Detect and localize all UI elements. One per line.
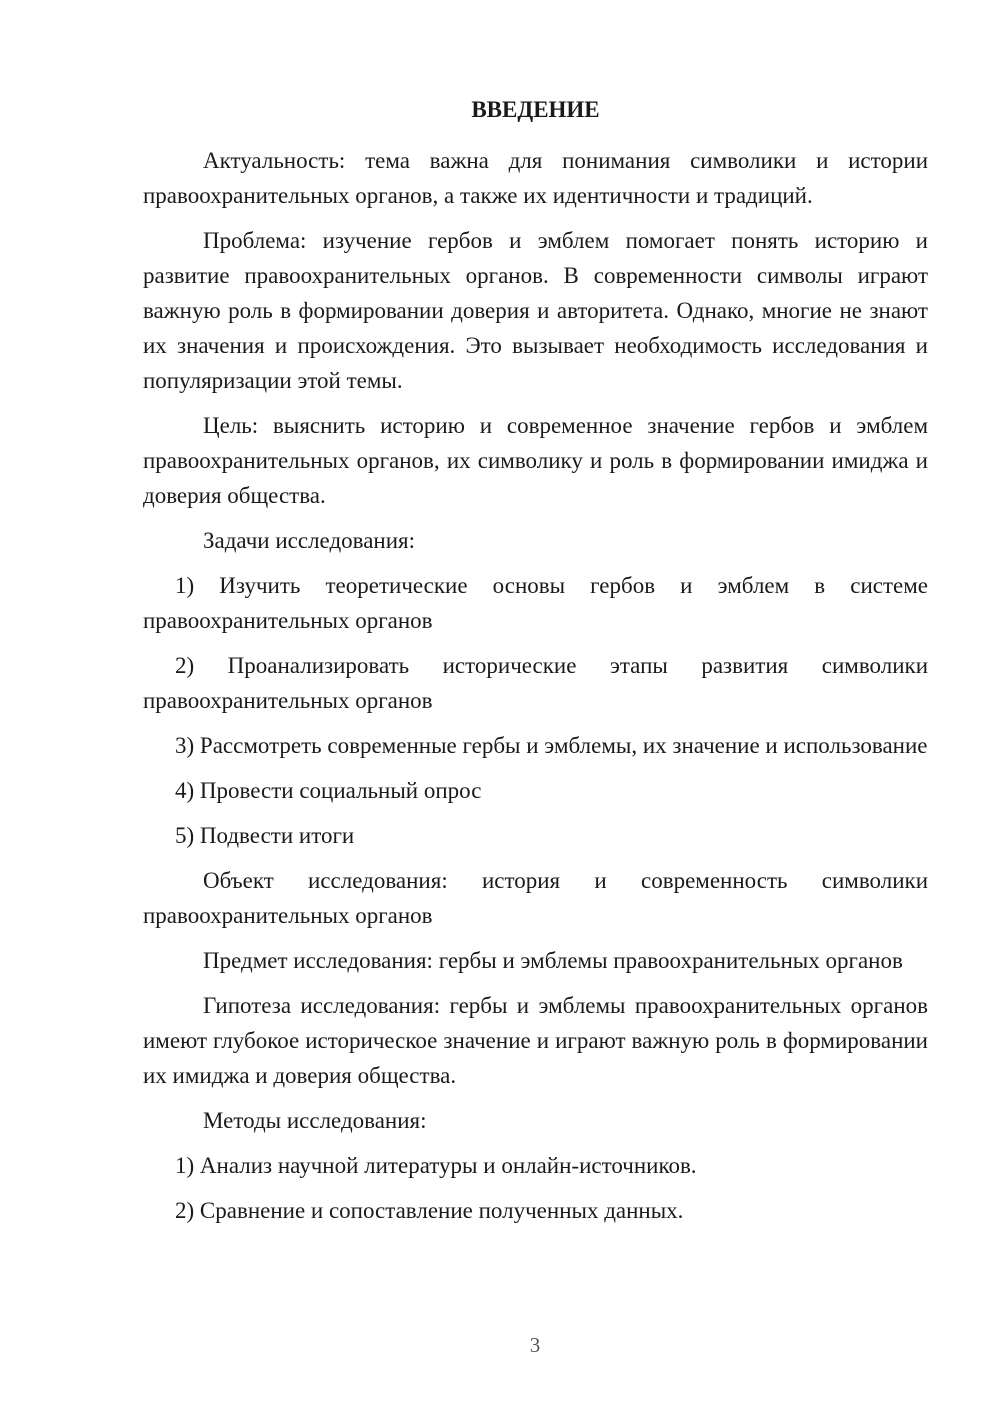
goal-paragraph: Цель: выяснить историю и современное значение гербов и эмблем правоохранительных органов, их символику и роль в формировании имиджа и доверия общества. xyxy=(143,413,928,508)
problem-paragraph: Проблема: изучение гербов и эмблем помогает понять историю и развитие правоохранительных органов. В современности символы играют важную роль в формировании доверия и авторитета. Однако, многие не знают их значения и происхождения. Это вызывает необходимость исследования и популяризации этой темы. xyxy=(143,228,928,393)
task-item: 1) Изучить теоретические основы гербов и эмблем в системе правоохранительных органов xyxy=(143,573,928,633)
hypothesis-paragraph: Гипотеза исследования: гербы и эмблемы правоохранительных органов имеют глубокое историческое значение и играют важную роль в формировании их имиджа и доверия общества. xyxy=(143,993,928,1088)
task-item: 4) Провести социальный опрос xyxy=(175,778,482,803)
method-item: 1) Анализ научной литературы и онлайн-источников. xyxy=(175,1153,697,1178)
task-item: 2) Проанализировать исторические этапы развития символики правоохранительных органов xyxy=(143,653,928,713)
task-item: 3) Рассмотреть современные гербы и эмблемы, их значение и использование xyxy=(175,733,928,758)
object-paragraph: Объект исследования: история и современность символики правоохранительных органов xyxy=(143,868,928,928)
relevance-paragraph: Актуальность: тема важна для понимания символики и истории правоохранительных органов, а также их идентичности и традиций. xyxy=(143,148,928,208)
page-number: 3 xyxy=(529,1333,541,1357)
task-item: 5) Подвести итоги xyxy=(175,823,355,848)
method-item: 2) Сравнение и сопоставление полученных данных. xyxy=(175,1198,684,1223)
tasks-title: Задачи исследования: xyxy=(203,528,416,553)
subject-paragraph: Предмет исследования: гербы и эмблемы правоохранительных органов xyxy=(203,948,903,973)
methods-title: Методы исследования: xyxy=(203,1108,427,1133)
document-page xyxy=(143,95,928,1238)
section-heading: ВВЕДЕНИЕ xyxy=(471,97,600,122)
